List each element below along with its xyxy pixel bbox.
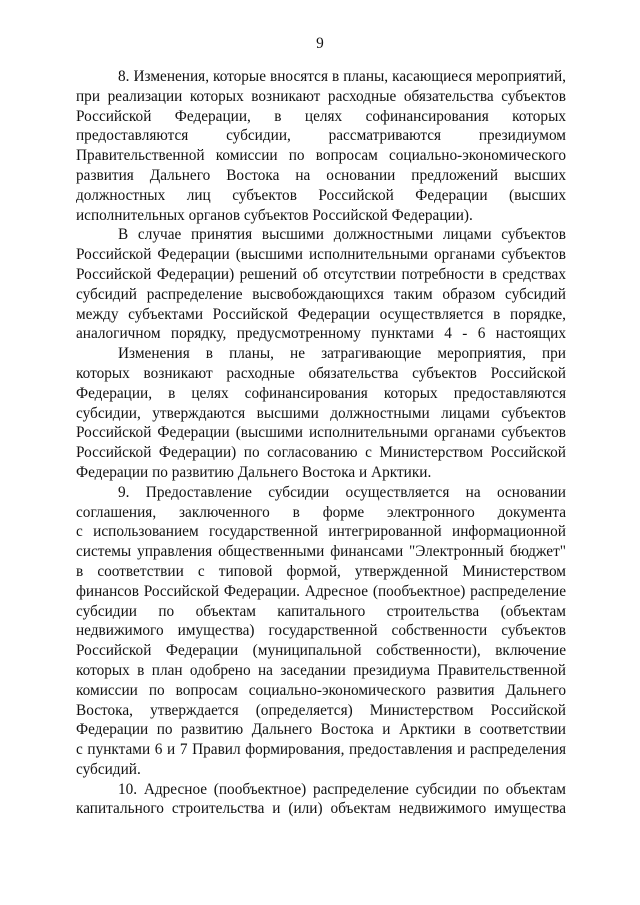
paragraph-redistribution xyxy=(76,225,566,344)
paragraph-plan-changes xyxy=(76,344,566,483)
text-line: Федерации, в целях софинансирования которых предоставляются xyxy=(76,384,566,402)
text-line: между субъектами Российской Федерации осуществляется в порядке, xyxy=(76,305,566,323)
text-line: Российской Федерации, в целях софинансирования которых xyxy=(76,107,566,125)
paragraph-item-10 xyxy=(76,780,566,820)
text-line: которых в план одобрено на заседании президиума Правительственной xyxy=(76,661,566,679)
text-line: Российской Федерации (муниципальной собственности), включение xyxy=(76,642,566,660)
page-number: 9 xyxy=(316,35,324,52)
text-line: субсидий распределение высвобождающихся таким образом субсидий xyxy=(76,285,566,303)
text-line: должностных лиц субъектов Российской Федерации (высших xyxy=(76,186,566,204)
text-line: системы управления общественными финансами "Электронный бюджет" xyxy=(76,543,566,561)
text-line: исполнительных органов субъектов Российской Федерации). xyxy=(76,206,473,224)
text-line: с использованием государственной интегрированной информационной xyxy=(76,523,566,541)
text-line: 10. Адресное (пообъектное) распределение субсидии по объектам xyxy=(118,780,566,798)
text-line: предоставляются субсидии, рассматриваются президиумом xyxy=(76,127,566,145)
text-line: которых возникают расходные обязательства субъектов Российской xyxy=(76,364,566,382)
text-line: в соответствии с типовой формой, утвержденной Министерством xyxy=(76,562,566,580)
text-line: Востока, утверждается (определяется) Министерством Российской xyxy=(76,701,566,719)
text-line: аналогичном порядку, предусмотренному пунктами 4 - 6 настоящих xyxy=(76,325,566,343)
text-line: развития Дальнего Востока на основании предложений высших xyxy=(76,166,566,184)
text-line: Федерации по развитию Дальнего Востока и Арктики в соответствии xyxy=(76,721,566,739)
text-line: В случае принятия высшими должностными лицами субъектов xyxy=(118,226,566,244)
text-line: при реализации которых возникают расходные обязательства субъектов xyxy=(76,87,566,105)
text-line: Изменения в планы, не затрагивающие мероприятия, при xyxy=(118,345,566,363)
text-line: Российской Федерации (высшими исполнительными органами субъектов xyxy=(76,246,566,264)
text-line: субсидий. xyxy=(76,760,141,778)
paragraph-item-8 xyxy=(76,67,566,225)
text-line: 9. Предоставление субсидии осуществляется на основании xyxy=(118,483,566,501)
paragraph-item-9 xyxy=(76,483,566,780)
text-line: Российской Федерации) по согласованию с Министерством Российской xyxy=(76,444,566,462)
text-line: субсидии по объектам капитального строительства (объектам xyxy=(76,602,566,620)
text-line: Российской Федерации (высшими исполнительными органами субъектов xyxy=(76,424,566,442)
text-line: с пунктами 6 и 7 Правил формирования, предоставления и распределения xyxy=(76,741,566,759)
document-body xyxy=(76,67,566,819)
text-line: соглашения, заключенного в форме электронного документа xyxy=(76,503,566,521)
text-line: Федерации по развитию Дальнего Востока и Арктики. xyxy=(76,463,432,481)
text-line: финансов Российской Федерации. Адресное (пообъектное) распределение xyxy=(76,582,566,600)
text-line: Правительственной комиссии по вопросам социально-экономического xyxy=(76,147,566,165)
text-line: субсидии, утверждаются высшими должностными лицами субъектов xyxy=(76,404,566,422)
text-line: Российской Федерации) решений об отсутствии потребности в средствах xyxy=(76,265,566,283)
text-line: комиссии по вопросам социально-экономического развития Дальнего xyxy=(76,681,566,699)
text-line: капитального строительства и (или) объектам недвижимого имущества xyxy=(76,800,566,818)
text-line: 8. Изменения, которые вносятся в планы, касающиеся мероприятий, xyxy=(118,68,566,85)
text-line: недвижимого имущества) государственной собственности субъектов xyxy=(76,622,566,640)
